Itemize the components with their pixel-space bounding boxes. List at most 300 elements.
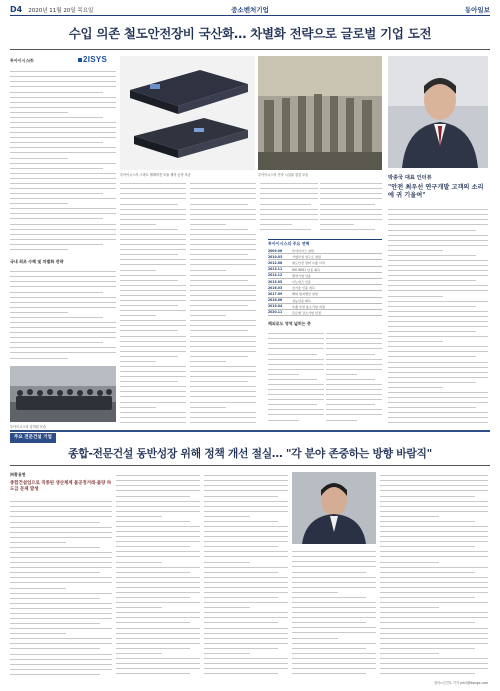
- text-line: [120, 343, 186, 347]
- text-line: [116, 523, 200, 527]
- text-line: [116, 609, 200, 613]
- section-title: 중소벤처기업: [231, 6, 269, 14]
- text-line: [190, 409, 256, 413]
- text-line: [204, 558, 250, 562]
- history-year: 2020.11: [268, 310, 283, 315]
- text-line: [120, 185, 186, 189]
- text-line: [116, 645, 190, 649]
- text-line: [120, 398, 186, 402]
- text-line: [10, 513, 112, 517]
- headline2-rule: [10, 465, 490, 466]
- text-line: [116, 528, 200, 532]
- history-year: 2009.06: [268, 248, 283, 253]
- text-line: [120, 322, 186, 326]
- mid-subhead-wrap: [268, 320, 382, 328]
- text-line: [388, 399, 488, 403]
- text-line: [190, 343, 256, 347]
- text-line: [292, 604, 376, 608]
- text-line: [10, 175, 116, 179]
- history-event: 벤처기업 인증: [292, 273, 311, 278]
- text-line: [10, 195, 116, 199]
- text-line: [120, 266, 156, 270]
- text-line: [326, 330, 382, 334]
- text-line: [260, 205, 318, 209]
- article-column-6: [326, 330, 382, 426]
- text-line: [116, 584, 200, 588]
- photo3-caption: 투아이시스의 임직원 모습: [10, 425, 46, 429]
- text-line: [10, 185, 116, 189]
- text-line: [326, 416, 357, 420]
- mid-subhead: 해외로도 영역 넓히는 중: [268, 321, 311, 326]
- text-line: [10, 523, 112, 527]
- history-row: [268, 310, 382, 316]
- text-line: [204, 629, 288, 633]
- text-line: [10, 93, 116, 97]
- text-line: [116, 624, 200, 628]
- history-event: 신기술 인증 취득: [292, 286, 315, 291]
- text-line: [190, 190, 256, 194]
- text-block: [10, 68, 116, 250]
- text-line: [268, 401, 317, 405]
- text-line: [190, 302, 248, 306]
- ceo-quote-block: [388, 174, 488, 200]
- text-line: [292, 619, 366, 623]
- text-line: [388, 257, 488, 261]
- text-line: [388, 313, 488, 317]
- text-line: [380, 563, 488, 567]
- text-line: [380, 533, 488, 537]
- text-line: [10, 594, 100, 598]
- facility-photo: [258, 56, 382, 170]
- text-line: [116, 487, 200, 491]
- history-year: 2015.05: [268, 279, 283, 284]
- text-line: [380, 472, 488, 476]
- text-line: [10, 73, 116, 77]
- text-line: [10, 149, 116, 153]
- text-line: [120, 409, 186, 413]
- text-line: [120, 297, 186, 301]
- text-line: [268, 396, 324, 400]
- text-line: [116, 538, 200, 542]
- text-line: [10, 293, 116, 297]
- text-line: [10, 231, 116, 235]
- text-line: [120, 378, 178, 382]
- text-line: [10, 268, 116, 272]
- text-line: [120, 287, 186, 291]
- text-line: [10, 508, 112, 512]
- history-event: 수출 유망 중소기업 지정: [292, 304, 325, 309]
- text-line: [326, 391, 382, 395]
- history-year: 2018.06: [268, 298, 283, 303]
- text-line: [380, 518, 475, 522]
- text-line: [268, 340, 324, 344]
- text-line: [380, 619, 475, 623]
- text-line: [204, 645, 278, 649]
- text-line: [10, 610, 112, 614]
- article-column-4: [260, 180, 318, 232]
- text-line: [380, 650, 439, 654]
- text-line: [116, 472, 200, 476]
- main-headline: 수입 의존 철도안전장비 국산화… 차별화 전략으로 글로벌 기업 도전: [68, 26, 432, 41]
- text-line: [388, 221, 488, 225]
- text-line: [292, 599, 376, 603]
- text-line: [326, 340, 382, 344]
- text-line: [10, 154, 68, 158]
- text-line: [120, 383, 186, 387]
- text-line: [190, 363, 256, 367]
- text-line: [292, 594, 366, 598]
- text-line: [292, 609, 376, 613]
- text-line: [388, 374, 488, 378]
- text-line: [10, 205, 116, 209]
- text-line: [268, 335, 324, 339]
- company-label: 투아이시스㈜: [10, 58, 34, 63]
- text-line: [204, 538, 288, 542]
- text-line: [10, 180, 116, 184]
- text-line: [326, 366, 382, 370]
- text-line: [10, 503, 112, 507]
- article-column-4b: [320, 180, 382, 232]
- text-line: [116, 543, 190, 547]
- text-line: [388, 384, 443, 388]
- history-year: 2019.04: [268, 304, 283, 309]
- history-event: 철도안전 장비 수출 시작: [292, 261, 325, 266]
- text-line: [116, 660, 200, 664]
- logo-text: 2ISYS: [83, 55, 108, 64]
- text-line: [10, 288, 103, 292]
- text-line: [10, 534, 112, 538]
- text-line: [116, 553, 200, 557]
- text-line: [292, 660, 376, 664]
- text-line: [10, 635, 112, 639]
- text-line: [388, 419, 488, 423]
- text-line: [204, 635, 288, 639]
- text-line: [320, 226, 375, 230]
- text-line: [120, 414, 186, 418]
- text-line: [10, 144, 116, 148]
- text-line: [10, 339, 103, 343]
- text-line: [204, 609, 288, 613]
- text-line: [120, 363, 186, 367]
- text-line: [10, 283, 116, 287]
- text-line: [120, 236, 186, 240]
- text-line: [10, 88, 103, 92]
- text-line: [190, 368, 256, 372]
- text-block: [10, 268, 116, 359]
- text-line: [116, 477, 200, 481]
- text-line: [292, 634, 338, 638]
- text-block: [190, 180, 256, 423]
- text-line: [10, 164, 103, 168]
- company-logo: [78, 55, 107, 64]
- text-line: [190, 297, 256, 301]
- text-line: [380, 502, 488, 506]
- masthead: 동아일보: [464, 6, 490, 14]
- ceo-photo: [388, 56, 488, 168]
- text-line: [10, 579, 112, 583]
- text-line: [292, 650, 376, 654]
- text-line: [260, 190, 318, 194]
- text-line: [260, 185, 318, 189]
- text-line: [380, 497, 488, 501]
- text-line: [388, 379, 476, 383]
- staff-group-photo: [10, 366, 116, 422]
- text-line: [292, 553, 376, 557]
- text-line: [120, 190, 186, 194]
- text-line: [204, 614, 288, 618]
- section-tag: 주요 전문건설 기업: [10, 433, 56, 443]
- text-line: [204, 650, 250, 654]
- text-line: [10, 324, 116, 328]
- text-line: [120, 271, 186, 275]
- text-line: [10, 329, 116, 333]
- text-line: [388, 292, 443, 296]
- text-line: [204, 604, 250, 608]
- text-line: [204, 670, 278, 674]
- text-line: [120, 302, 178, 306]
- text-line: [10, 139, 103, 143]
- text-line: [10, 574, 112, 578]
- text-line: [10, 241, 103, 245]
- text-line: [120, 419, 186, 423]
- text-line: [380, 579, 488, 583]
- text-line: [10, 569, 100, 573]
- text-line: [204, 624, 288, 628]
- text-line: [116, 513, 162, 517]
- text-line: [320, 205, 382, 209]
- text-line: [190, 251, 248, 255]
- history-table: [268, 239, 382, 316]
- text-block: [10, 498, 112, 675]
- section-rule: [10, 430, 490, 432]
- headline-rule: [10, 49, 490, 50]
- issue-date: 2020년 11월 20일 목요일: [28, 7, 94, 14]
- text-line: [204, 523, 288, 527]
- text-line: [204, 508, 288, 512]
- text-line: [268, 386, 324, 390]
- text-line: [116, 497, 200, 501]
- text-line: [190, 398, 256, 402]
- text-line: [190, 282, 256, 286]
- text-line: [116, 635, 200, 639]
- text-line: [10, 640, 112, 644]
- text-line: [268, 411, 324, 415]
- text-line: [380, 568, 475, 572]
- text-line: [326, 386, 382, 390]
- history-event: 글로벌 강소기업 선정: [292, 310, 321, 315]
- text-line: [204, 568, 278, 572]
- text-line: [116, 619, 190, 623]
- text-line: [120, 368, 186, 372]
- history-event: 성능인증 획득: [292, 298, 311, 303]
- text-line: [190, 383, 256, 387]
- text-line: [116, 548, 200, 552]
- text-line: [388, 353, 476, 357]
- text-line: [380, 548, 488, 552]
- text-line: [268, 406, 324, 410]
- text-line: [190, 246, 256, 250]
- text-line: [380, 660, 488, 664]
- text-line: [388, 282, 488, 286]
- text-line: [292, 578, 376, 582]
- text-line: [388, 242, 488, 246]
- text-line: [380, 574, 488, 578]
- article2-column-5: [380, 472, 488, 678]
- text-line: [326, 335, 382, 339]
- text-line: [116, 640, 200, 644]
- page-header: [10, 4, 490, 16]
- text-line: [204, 477, 288, 481]
- text-line: [10, 344, 116, 348]
- text-line: [10, 200, 68, 204]
- text-line: [320, 210, 382, 214]
- text-line: [120, 195, 186, 199]
- article2-column-4: [292, 548, 376, 678]
- history-year: 2016.03: [268, 285, 283, 290]
- text-line: [120, 332, 186, 336]
- text-line: [10, 309, 68, 313]
- text-line: [116, 533, 200, 537]
- text-line: [292, 568, 366, 572]
- text-line: [190, 373, 256, 377]
- text-line: [380, 513, 439, 517]
- text-line: [120, 373, 186, 377]
- text-line: [190, 337, 256, 341]
- text-line: [10, 159, 116, 163]
- text-line: [388, 272, 488, 276]
- text-line: [292, 624, 376, 628]
- text-line: [380, 487, 488, 491]
- text-line: [10, 304, 116, 308]
- text-line: [326, 376, 375, 380]
- text-line: [388, 226, 476, 230]
- text-line: [120, 403, 156, 407]
- text-line: [120, 226, 178, 230]
- text-line: [326, 360, 382, 364]
- text-line: [388, 348, 488, 352]
- text-line: [120, 348, 186, 352]
- text-line: [190, 388, 256, 392]
- text-line: [320, 221, 354, 225]
- text-line: [388, 358, 488, 362]
- text-line: [10, 620, 100, 624]
- article2-column-2: [116, 472, 200, 678]
- text-line: [190, 210, 256, 214]
- text-line: [10, 225, 116, 229]
- text-line: [10, 645, 100, 649]
- text-line: [10, 630, 66, 634]
- text-line: [10, 278, 116, 282]
- text-line: [190, 276, 248, 280]
- text-line: [388, 394, 488, 398]
- text-line: [268, 355, 324, 359]
- sidebar-subhead: 국내 최초 수혜 및 차별화 전략: [10, 259, 64, 264]
- history-year: 2012.08: [268, 260, 283, 265]
- text-line: [120, 292, 186, 296]
- text-line: [388, 338, 443, 342]
- text-line: [380, 492, 475, 496]
- sidebar-subhead-wrap: [10, 258, 116, 268]
- text-line: [268, 350, 317, 354]
- history-year: 2017.09: [268, 291, 283, 296]
- text-line: [260, 200, 311, 204]
- text-line: [388, 216, 488, 220]
- text-line: [204, 660, 288, 664]
- text-block: [268, 330, 324, 421]
- text-line: [388, 236, 488, 240]
- text-line: [292, 589, 338, 593]
- article2-column-3: [204, 472, 288, 678]
- text-line: [260, 195, 318, 199]
- page-number: D4: [10, 5, 23, 14]
- text-line: [116, 665, 200, 669]
- article-column-3: [190, 180, 256, 426]
- text-line: [380, 614, 488, 618]
- text-line: [116, 574, 200, 578]
- text-line: [120, 353, 178, 357]
- text-line: [116, 518, 190, 522]
- text-line: [120, 276, 178, 280]
- text-line: [10, 498, 112, 502]
- article-column-5: [268, 330, 324, 426]
- text-line: [10, 605, 112, 609]
- text-line: [380, 538, 488, 542]
- text-line: [10, 246, 68, 250]
- text-line: [190, 271, 256, 275]
- text-line: [120, 251, 178, 255]
- text-line: [116, 482, 200, 486]
- text-line: [204, 599, 288, 603]
- text-line: [116, 508, 200, 512]
- text-line: [10, 109, 68, 113]
- text-line: [320, 200, 375, 204]
- text-line: [292, 614, 376, 618]
- text-line: [204, 579, 288, 583]
- text-line: [326, 401, 375, 405]
- text-line: [10, 124, 116, 128]
- text-line: [10, 78, 116, 82]
- text-line: [116, 629, 200, 633]
- text-line: [292, 558, 376, 562]
- text-line: [120, 261, 186, 265]
- text-line: [292, 548, 376, 552]
- text-line: [326, 345, 382, 349]
- text-line: [268, 381, 324, 385]
- text-block: [260, 180, 318, 230]
- text-line: [204, 619, 278, 623]
- text-line: [388, 267, 488, 271]
- text-line: [10, 129, 116, 133]
- second-subhead: 종합건설업으로 직종된 생산체계 불공정거래·불량 하도급 문제 발생: [10, 481, 112, 492]
- text-block: [116, 472, 200, 674]
- text-line: [116, 655, 200, 659]
- text-line: [204, 589, 288, 593]
- history-year: 2014.12: [268, 273, 283, 278]
- text-line: [190, 231, 256, 235]
- text-line: [10, 554, 112, 558]
- text-line: [388, 318, 488, 322]
- text-line: [10, 114, 103, 118]
- text-line: [10, 210, 116, 214]
- text-line: [380, 599, 488, 603]
- text-line: [120, 221, 156, 225]
- text-line: [204, 472, 288, 476]
- text-line: [190, 205, 256, 209]
- text-line: [380, 584, 488, 588]
- text-line: [190, 287, 256, 291]
- text-line: [292, 665, 376, 669]
- text-line: [204, 594, 278, 598]
